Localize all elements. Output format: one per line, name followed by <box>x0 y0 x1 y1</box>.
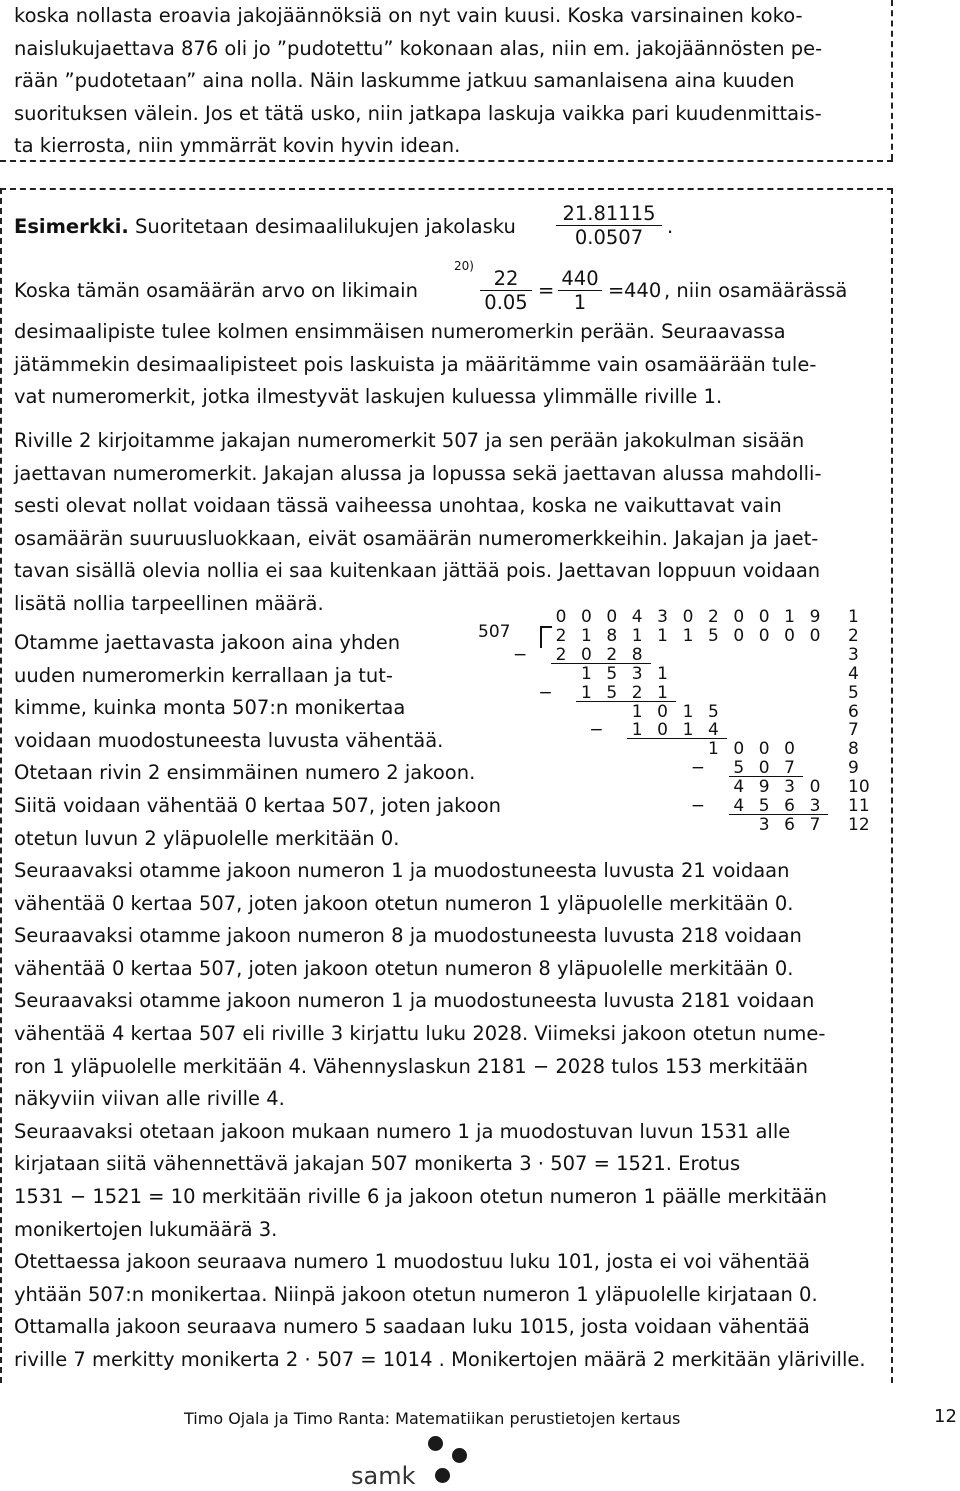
division-digit: 3 <box>657 607 668 627</box>
division-digit: 1 <box>682 701 694 722</box>
text-line: riville 7 merkitty monikerta 2 · 507 = 1014 . Monikertojen määrä 2 merkitään yläriville. <box>14 1347 866 1371</box>
samk-logo <box>345 1432 475 1490</box>
text-line: Otetaan rivin 2 ensimmäinen numero 2 jakoon. <box>14 761 476 785</box>
division-digit: 5 <box>758 796 770 816</box>
text-line: kimme, kuinka monta 507:n monikertaa <box>14 696 406 720</box>
approx-end: , niin osamäärässä <box>664 279 848 302</box>
division-digit: 2 <box>606 644 618 665</box>
text-line: vähentää 0 kertaa 507, joten jakoon otetun numeron 8 yläpuolelle merkitään 0. <box>14 956 794 980</box>
division-digit: 4 <box>631 607 643 627</box>
row-number: 10 <box>848 777 870 798</box>
text-line: vat numeromerkit, jotka ilmestyvät laskujen kuluessa ylimmälle riville 1. <box>14 385 723 409</box>
text-line: naislukujaettava 876 oli jo ”pudotettu” kokonaan alas, niin em. jakojäännösten pe- <box>14 36 823 60</box>
division-digit: 1 <box>631 625 643 646</box>
intro-paragraph <box>14 0 822 163</box>
division-digit: 0 <box>758 625 770 646</box>
division-digit: 5 <box>606 663 618 684</box>
division-digit: 0 <box>784 739 795 760</box>
division-digit: 1 <box>682 625 694 646</box>
division-digit: 2 <box>707 607 719 627</box>
division-digit: 6 <box>784 796 795 816</box>
approx-value: 440 <box>624 279 662 302</box>
division-digit: 3 <box>809 796 821 816</box>
text-line: Seuraavaksi otamme jakoon numeron 1 ja muodostuneesta luvusta 21 voidaan <box>14 859 790 882</box>
text-line: suorituksen välein. Jos et tätä usko, niin jatkapa laskuja vaikka pari kuudenmittais- <box>14 101 822 125</box>
division-digit: 1 <box>580 663 592 684</box>
text-line: Seuraavaksi otamme jakoon numeron 1 ja muodostuneesta luvusta 2181 voidaan <box>14 989 815 1013</box>
division-digit: 4 <box>733 777 745 798</box>
example-end: . <box>667 215 674 238</box>
minus-sign: − <box>690 796 706 816</box>
division-digit: 1 <box>707 739 719 760</box>
division-digit: 1 <box>631 720 643 741</box>
example-heading <box>14 215 516 238</box>
text-line: lisätä nollia tarpeellinen määrä. <box>14 591 324 615</box>
text-line: Riville 2 kirjoitamme jakajan numeromerkit 507 ja sen perään jakokulman sisään <box>14 429 805 452</box>
divisor: 507 <box>478 622 511 642</box>
division-digit: 5 <box>606 682 618 703</box>
division-digit: 0 <box>682 607 694 627</box>
example-fraction <box>556 202 662 249</box>
text-line: jätämmekin desimaalipisteet pois laskuista ja määritämme vain osamäärään tule- <box>14 352 817 376</box>
example-frame-right <box>891 188 893 1383</box>
division-digit: 0 <box>809 625 821 646</box>
text-line: desimaalipiste tulee kolmen ensimmäisen numeromerkin perään. Seuraavassa <box>14 320 786 343</box>
fraction-numerator: 22 <box>493 267 519 290</box>
minus-sign: − <box>538 682 553 703</box>
fraction-numerator: 21.81115 <box>562 202 656 225</box>
division-digit: 0 <box>733 607 745 627</box>
division-digit: 2 <box>555 644 567 665</box>
approx-fraction-2 <box>558 267 602 314</box>
division-digit: 1 <box>657 682 668 703</box>
text-line: yhtään 507:n monikertaa. Niinpä jakoon otetun numeron 1 yläpuolelle kirjataan 0. <box>14 1282 818 1306</box>
example-frame-left <box>0 188 2 1383</box>
division-digit: 2 <box>555 625 567 646</box>
logo-dot-icon <box>452 1448 467 1463</box>
division-digit: 1 <box>657 625 668 646</box>
row-number: 8 <box>848 739 859 760</box>
division-digit: 9 <box>809 607 821 627</box>
text-line: jaettavan numeromerkit. Jakajan alussa ja lopussa sekä jaettavan alussa mahdolli- <box>14 461 822 485</box>
subtraction-line <box>576 701 676 702</box>
text-line: Ottamalla jakoon seuraava numero 5 saadaan luku 1015, josta voidaan vähentää <box>14 1315 810 1339</box>
row-number: 6 <box>848 701 859 722</box>
example-text: Suoritetaan desimaalilukujen jakolasku <box>135 215 516 238</box>
subtraction-line <box>627 738 727 739</box>
approx-fraction-1 <box>480 267 532 314</box>
division-digit: 0 <box>733 625 745 646</box>
division-digit: 5 <box>707 625 719 646</box>
approx-text: Koska tämän osamäärän arvo on likimain <box>14 279 418 302</box>
division-digit: 0 <box>809 777 821 798</box>
text-line: näkyviin viivan alle riville 4. <box>14 1087 285 1111</box>
subtraction-line <box>551 663 651 664</box>
division-digit: 9 <box>758 777 770 798</box>
division-digit: 5 <box>707 701 719 722</box>
subtraction-line <box>729 776 803 777</box>
division-digit: 0 <box>657 701 668 722</box>
division-digit: 1 <box>657 663 668 684</box>
text-line: koska nollasta eroavia jakojäännöksiä on nyt vain kuusi. Koska varsinainen koko- <box>14 4 803 27</box>
text-line: sesti olevat nollat voidaan tässä vaiheessa unohtaa, koska ne vaikuttavat vain <box>14 494 782 518</box>
paragraph-steps <box>14 855 866 1377</box>
division-digit: 8 <box>631 644 643 665</box>
example-label: Esimerkki. <box>14 215 129 238</box>
logo-wordmark: samk <box>351 1462 416 1490</box>
fraction-denominator: 1 <box>558 290 602 314</box>
division-digit: 7 <box>809 814 821 835</box>
division-digit: 2 <box>631 682 643 703</box>
footnote-marker: 20) <box>454 259 474 273</box>
division-digit: 0 <box>758 607 770 627</box>
row-number: 11 <box>848 796 870 816</box>
fraction-numerator: 440 <box>561 267 599 290</box>
subtraction-line <box>729 814 829 815</box>
text-line: uuden numeromerkin kerrallaan ja tut- <box>14 663 393 687</box>
footer-text: Timo Ojala ja Timo Ranta: Matematiikan perustietojen kertaus <box>184 1409 681 1428</box>
text-line: ron 1 yläpuolelle merkitään 4. Vähennyslaskun 2181 − 2028 tulos 153 merkitään <box>14 1054 808 1078</box>
division-digit: 6 <box>784 814 795 835</box>
paragraph-procedure <box>14 627 501 855</box>
row-number: 2 <box>848 625 859 646</box>
text-line: voidaan muodostuneesta luvusta vähentää. <box>14 728 444 752</box>
row-number: 7 <box>848 720 859 741</box>
text-line: Siitä voidaan vähentää 0 kertaa 507, joten jakoon <box>14 793 501 817</box>
text-line: tavan sisällä olevia nollia ei saa kuitenkaan jättää pois. Jaettavan loppuun voidaan <box>14 559 821 583</box>
paragraph-decimal-point <box>14 316 816 414</box>
paragraph-row-two <box>14 425 821 621</box>
fraction-denominator: 0.0507 <box>556 225 662 249</box>
text-line: Otettaessa jakoon seuraava numero 1 muodostuu luku 101, josta ei voi vähentää <box>14 1250 810 1274</box>
division-digit: 1 <box>580 682 592 703</box>
minus-sign: − <box>589 720 604 741</box>
text-line: Seuraavaksi otamme jakoon numeron 8 ja muodostuneesta luvusta 218 voidaan <box>14 924 802 948</box>
division-digit: 8 <box>606 625 618 646</box>
division-digit: 4 <box>707 720 719 741</box>
division-bracket <box>540 626 552 648</box>
text-line: vähentää 0 kertaa 507, joten jakoon otetun numeron 1 yläpuolelle merkitään 0. <box>14 891 794 915</box>
text-line: 1531 − 1521 = 10 merkitään riville 6 ja jakoon otetun numeron 1 päälle merkitään <box>14 1184 827 1208</box>
equals-sign: = <box>608 279 625 302</box>
division-digit: 1 <box>580 625 592 646</box>
division-digit: 0 <box>555 607 567 627</box>
minus-sign: − <box>690 758 706 779</box>
division-digit: 0 <box>758 739 770 760</box>
text-line: osamäärän suuruusluokkaan, eivät osamäärän numeromerkkeihin. Jakajan ja jaet- <box>14 526 819 550</box>
row-number: 4 <box>848 663 859 684</box>
text-line: Seuraavaksi otetaan jakoon mukaan numero 1 ja muodostuvan luvun 1531 alle <box>14 1119 791 1143</box>
division-digit: 0 <box>580 607 592 627</box>
division-digit: 5 <box>733 758 745 779</box>
logo-dot-icon <box>428 1436 443 1451</box>
division-digit: 3 <box>758 814 770 835</box>
row-number: 9 <box>848 758 859 779</box>
minus-sign: − <box>513 644 528 665</box>
division-digit: 3 <box>784 777 795 798</box>
text-line: ta kierrosta, niin ymmärrät kovin hyvin idean. <box>14 134 461 158</box>
row-number: 1 <box>848 607 859 627</box>
text-line: Otamme jaettavasta jakoon aina yhden <box>14 631 401 654</box>
logo-dot-icon <box>435 1468 450 1483</box>
row-number: 3 <box>848 644 859 665</box>
row-number: 12 <box>848 814 870 835</box>
division-digit: 0 <box>784 625 795 646</box>
division-digit: 0 <box>758 758 770 779</box>
division-digit: 1 <box>784 607 795 627</box>
text-line: otetun luvun 2 yläpuolelle merkitään 0. <box>14 826 400 850</box>
text-line: rään ”pudotetaan” aina nolla. Näin laskumme jatkuu samanlaisena aina kuuden <box>14 69 795 93</box>
division-digit: 0 <box>606 607 618 627</box>
example-frame-top <box>0 188 893 190</box>
text-line: kirjataan siitä vähennettävä jakajan 507 monikerta 3 · 507 = 1521. Erotus <box>14 1152 741 1176</box>
division-digit: 3 <box>631 663 643 684</box>
division-digit: 1 <box>682 720 694 741</box>
page-number: 12 <box>934 1406 957 1427</box>
division-digit: 0 <box>733 739 745 760</box>
fraction-denominator: 0.05 <box>480 290 532 314</box>
division-digit: 4 <box>733 796 745 816</box>
row-number: 5 <box>848 682 859 703</box>
equals-sign: = <box>538 279 555 302</box>
division-digit: 7 <box>784 758 795 779</box>
text-line: monikertojen lukumäärä 3. <box>14 1217 278 1241</box>
division-digit: 1 <box>631 701 643 722</box>
text-line: vähentää 4 kertaa 507 eli riville 3 kirjattu luku 2028. Viimeksi jakoon otetun nume- <box>14 1021 826 1045</box>
division-digit: 0 <box>580 644 592 665</box>
division-digit: 0 <box>657 720 668 741</box>
intro-frame-right <box>891 0 893 160</box>
